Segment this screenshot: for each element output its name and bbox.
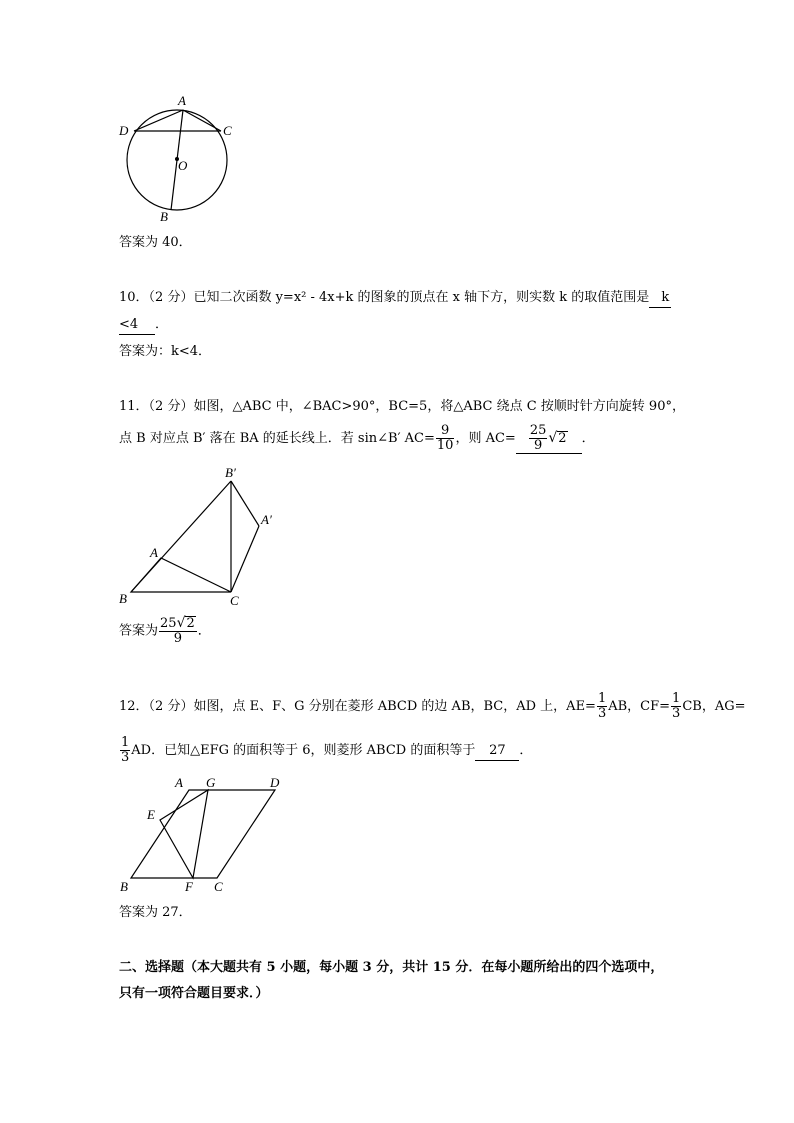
fraction-ag: $\frac{1}{3}$ — [121, 735, 130, 765]
label-a: A — [175, 775, 183, 790]
question-10-blank-b: <4 — [119, 316, 155, 335]
label-b: B — [119, 591, 127, 606]
rhombus-figure — [110, 770, 290, 900]
question-12-line-1: 12．（2 分）如图，点 E、F、G 分别在菱形 ABCD 的边 AB，BC，AD 上，AE= $\frac{1}{3}$ AB，CF= $\frac{1}{3}$ CB，AG= — [119, 691, 746, 721]
label-d: D — [119, 123, 129, 138]
triangle-figure — [110, 460, 290, 610]
question-11-line-2 — [119, 424, 595, 454]
line-aprime-c — [231, 526, 259, 592]
label-a: A — [178, 93, 186, 108]
label-c: C — [214, 879, 223, 894]
question-10-line-1 — [119, 289, 671, 308]
label-f: F — [185, 879, 193, 894]
question-12-line-2: $\frac{1}{3}$ AD．已知△EFG 的面积等于 6，则菱形 ABCD 的面积等于 27 ． — [121, 735, 533, 765]
label-c: C — [230, 593, 239, 608]
chord-ac — [183, 110, 221, 131]
label-e: E — [147, 807, 155, 822]
question-10-end: ． — [155, 317, 169, 332]
line-b-bprime — [131, 481, 231, 592]
question-11-mid: ，则 AC= — [455, 431, 516, 446]
question-10-text: 10．（2 分）已知二次函数 y=x² - 4x+k 的图象的顶点在 x 轴下方，则实数 k 的取值范围是 — [119, 290, 650, 305]
fraction-cf: $\frac{1}{3}$ — [672, 691, 681, 721]
fraction-9-10: $\frac{9}{10}$ — [436, 423, 454, 453]
section-2-heading-line-2: 只有一项符合题目要求．） — [119, 986, 269, 1001]
label-o: O — [178, 158, 188, 173]
label-a: A — [150, 545, 158, 560]
question-11-blank: $\frac{25}{9}$ √2 — [516, 424, 582, 454]
answer-12: 答案为 27． — [119, 905, 192, 920]
rhombus-abcd — [131, 790, 275, 878]
triangle-efg — [160, 790, 208, 878]
question-10-blank-a: k — [649, 289, 671, 308]
label-aprime: A′ — [261, 512, 272, 527]
question-10-line-2 — [119, 316, 168, 335]
answer-9: 答案为 40． — [119, 235, 192, 250]
label-b: B — [160, 209, 168, 224]
label-c: C — [223, 123, 232, 138]
question-11-pre: 点 B 对应点 B′ 落在 BA 的延长线上．若 sin∠B′ AC= — [119, 431, 435, 446]
question-11-line-1: 11．（2 分）如图，△ABC 中，∠BAC>90°，BC=5，将△ABC 绕点 C 按顺时针方向旋转 90°， — [119, 399, 685, 414]
fraction-ae: $\frac{1}{3}$ — [597, 691, 607, 721]
label-bprime: B′ — [225, 465, 236, 480]
line-bprime-aprime — [231, 481, 259, 526]
question-11-end: ． — [581, 431, 595, 446]
section-2-heading-line-1: 二、选择题（本大题共有 5 小题，每小题 3 分，共计 15 分．在每小题所给出的四个选项中， — [119, 960, 664, 975]
label-d: D — [270, 775, 280, 790]
answer-11: 答案为 $\frac{25√2}{9}$ ． — [119, 615, 211, 646]
label-b: B — [120, 879, 128, 894]
circle-figure — [110, 90, 240, 225]
label-g: G — [206, 775, 216, 790]
answer-10: 答案为：k<4． — [119, 344, 212, 359]
question-12-blank: 27 — [475, 742, 519, 761]
answer-11-fraction: $\frac{25√2}{9}$ — [160, 615, 195, 646]
